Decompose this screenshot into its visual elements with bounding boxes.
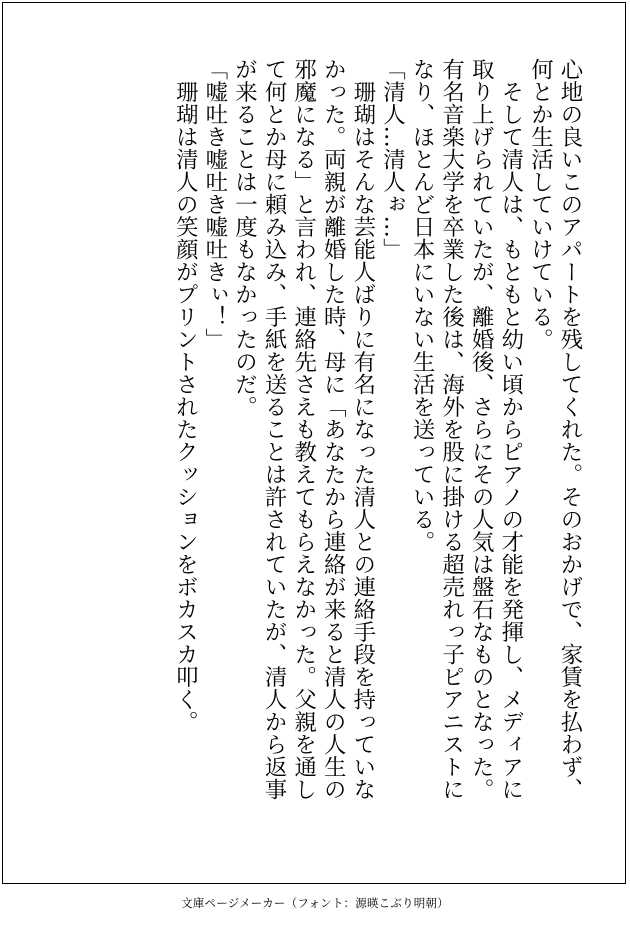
footer-credit: 文庫ページメーカー（フォント：源暎こぶり明朝）	[181, 896, 449, 910]
text-line: なり、ほとんど日本にいない生活を送っている。	[409, 58, 436, 553]
text-line: 「嘘吐き嘘吐き嘘吐きぃ！」	[201, 58, 228, 351]
text-line: 邪魔になる」と言われ、連絡先さえも教えてもらえなかった。父親を通し	[290, 58, 317, 801]
text-line: 「清人…清人ぉ…」	[379, 58, 406, 261]
text-line: 珊瑚は清人の笑顔がプリントされたクッションをボカスカ叩く。	[172, 58, 199, 733]
text-line: が来ることは一度もなかったのだ。	[231, 58, 258, 418]
text-line: 心地の良いこのアパートを残してくれた。そのおかげで、家賃を払わず、	[557, 58, 583, 801]
text-line: 何とか生活していけている。	[527, 58, 554, 351]
text-line: かった。両親が離婚した時、母に「あなたから連絡が来ると清人の人生の	[320, 58, 347, 801]
text-line: て何とか母に頼み込み、手紙を送ることは許されていたが、清人から返事	[261, 58, 288, 801]
text-line: 有名音楽大学を卒業した後は、海外を股に掛ける超売れっ子ピアニストに	[438, 58, 465, 801]
text-line: 珊瑚はそんな芸能人ばりに有名になった清人との連絡手段を持っていな	[349, 58, 376, 801]
text-line: そして清人は、もともと幼い頃からピアノの才能を発揮し、メディアに	[497, 58, 524, 801]
vertical-text-body	[170, 58, 584, 858]
text-line: 取り上げられていたが、離婚後、さらにその人気は盤石なものとなった。	[468, 58, 495, 801]
